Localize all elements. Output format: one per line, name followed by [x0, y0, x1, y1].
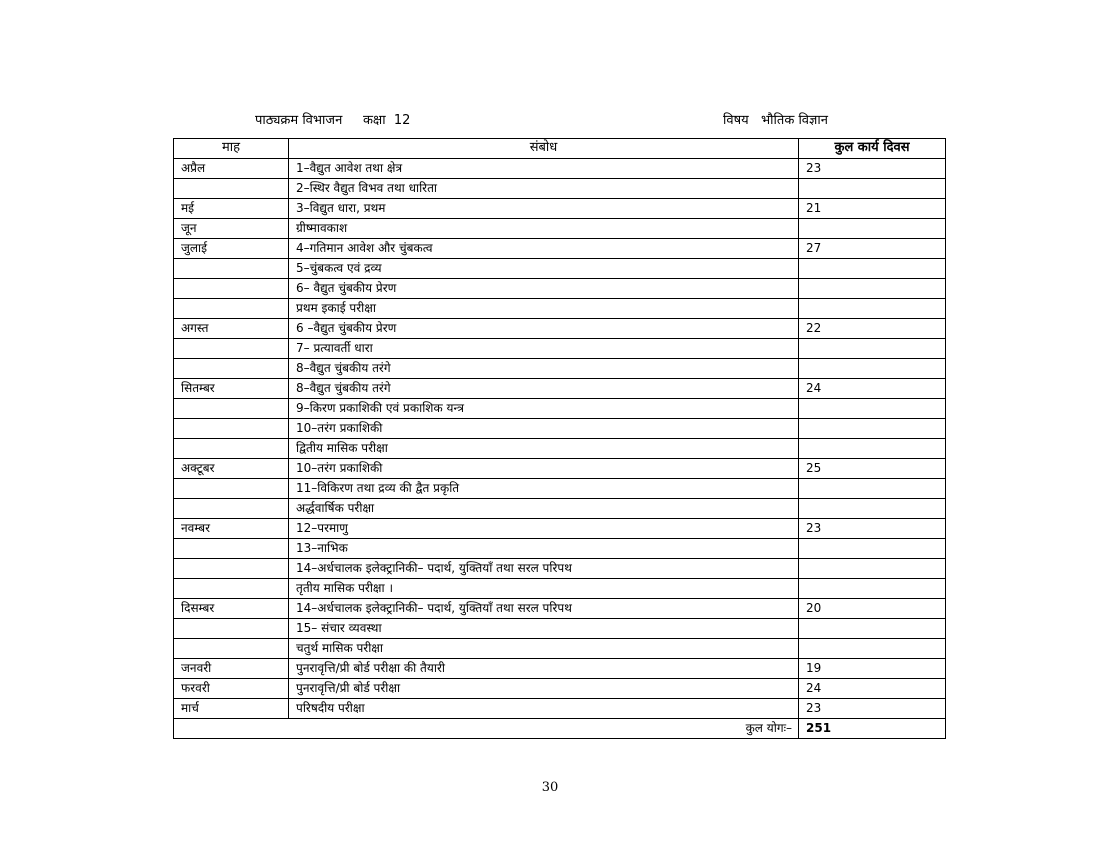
days-cell: [799, 399, 946, 419]
table-body: [174, 159, 946, 739]
days-cell: [799, 479, 946, 499]
month-cell: अप्रैल: [174, 159, 289, 179]
days-cell: [799, 639, 946, 659]
month-cell: [174, 639, 289, 659]
days-cell: 21: [799, 199, 946, 219]
month-cell: [174, 399, 289, 419]
days-cell: [799, 539, 946, 559]
table-row: [174, 359, 946, 379]
topic-cell: 8–वैद्युत चुंबकीय तरंगे: [289, 359, 799, 379]
days-cell: 24: [799, 379, 946, 399]
topic-cell: प्रथम इकाई परीक्षा: [289, 299, 799, 319]
table-row: [174, 659, 946, 679]
topic-cell: द्वितीय मासिक परीक्षा: [289, 439, 799, 459]
month-cell: [174, 419, 289, 439]
table-row: [174, 619, 946, 639]
table-row: [174, 599, 946, 619]
topic-cell: 5–चुंबकत्व एवं द्रव्य: [289, 259, 799, 279]
table-row: [174, 499, 946, 519]
month-cell: अक्टूबर: [174, 459, 289, 479]
month-cell: दिसम्बर: [174, 599, 289, 619]
header-working-days: कुल कार्य दिवस: [799, 139, 946, 159]
table-row: [174, 639, 946, 659]
days-cell: [799, 299, 946, 319]
topic-cell: अर्द्धवार्षिक परीक्षा: [289, 499, 799, 519]
table-row: [174, 479, 946, 499]
days-cell: [799, 579, 946, 599]
table-row: [174, 199, 946, 219]
month-cell: [174, 179, 289, 199]
month-cell: [174, 279, 289, 299]
header-month: माह: [174, 139, 289, 159]
table-row: [174, 279, 946, 299]
topic-cell: चतुर्थ मासिक परीक्षा: [289, 639, 799, 659]
table-row: [174, 319, 946, 339]
topic-cell: ग्रीष्मावकाश: [289, 219, 799, 239]
topic-cell: 6– वैद्युत चुंबकीय प्रेरण: [289, 279, 799, 299]
topic-cell: 2–स्थिर वैद्युत विभव तथा धारिता: [289, 179, 799, 199]
month-cell: [174, 359, 289, 379]
month-cell: मार्च: [174, 699, 289, 719]
topic-cell: 8–वैद्युत चुंबकीय तरंगे: [289, 379, 799, 399]
days-cell: 19: [799, 659, 946, 679]
days-cell: [799, 259, 946, 279]
table-row: [174, 459, 946, 479]
topic-cell: 12–परमाणु: [289, 519, 799, 539]
table-row: [174, 519, 946, 539]
days-cell: [799, 339, 946, 359]
syllabus-table: [173, 138, 946, 739]
month-cell: जून: [174, 219, 289, 239]
month-cell: [174, 619, 289, 639]
table-row: [174, 219, 946, 239]
topic-cell: 14–अर्धचालक इलेक्ट्रानिकी– पदार्थ, युक्तियाँ तथा सरल परिपथ: [289, 559, 799, 579]
total-label: कुल योगः–: [174, 719, 799, 739]
table-row: [174, 339, 946, 359]
table-row: [174, 179, 946, 199]
days-cell: 24: [799, 679, 946, 699]
days-cell: [799, 179, 946, 199]
table-row: [174, 159, 946, 179]
days-cell: [799, 499, 946, 519]
topic-cell: तृतीय मासिक परीक्षा ।: [289, 579, 799, 599]
topic-cell: 11–विकिरण तथा द्रव्य की द्वैत प्रकृति: [289, 479, 799, 499]
table-row: [174, 419, 946, 439]
month-cell: अगस्त: [174, 319, 289, 339]
month-cell: [174, 579, 289, 599]
table-row: [174, 259, 946, 279]
month-cell: मई: [174, 199, 289, 219]
table-row: [174, 679, 946, 699]
days-cell: [799, 219, 946, 239]
topic-cell: 10–तरंग प्रकाशिकी: [289, 459, 799, 479]
month-cell: [174, 479, 289, 499]
days-cell: [799, 439, 946, 459]
topic-cell: 13–नाभिक: [289, 539, 799, 559]
topic-cell: 6 –वैद्युत चुंबकीय प्रेरण: [289, 319, 799, 339]
table-row: [174, 559, 946, 579]
month-cell: [174, 259, 289, 279]
month-cell: [174, 299, 289, 319]
topic-cell: पुनरावृत्ति/प्री बोर्ड परीक्षा की तैयारी: [289, 659, 799, 679]
topic-cell: 15– संचार व्यवस्था: [289, 619, 799, 639]
month-cell: [174, 339, 289, 359]
days-cell: 23: [799, 699, 946, 719]
month-cell: [174, 439, 289, 459]
table-row: [174, 539, 946, 559]
total-value: 251: [799, 719, 946, 739]
days-cell: [799, 419, 946, 439]
topic-cell: 4–गतिमान आवेश और चुंबकत्व: [289, 239, 799, 259]
table-row: [174, 439, 946, 459]
page-number: 30: [541, 780, 559, 795]
subject-heading: विषय भौतिक विज्ञान: [723, 113, 828, 128]
table-row: [174, 699, 946, 719]
table-row: [174, 579, 946, 599]
topic-cell: 14–अर्धचालक इलेक्ट्रानिकी– पदार्थ, युक्तियाँ तथा सरल परिपथ: [289, 599, 799, 619]
table-row: [174, 399, 946, 419]
table-row: [174, 299, 946, 319]
topic-cell: 9–किरण प्रकाशिकी एवं प्रकाशिक यन्त्र: [289, 399, 799, 419]
topic-cell: पुनरावृत्ति/प्री बोर्ड परीक्षा: [289, 679, 799, 699]
month-cell: जनवरी: [174, 659, 289, 679]
month-cell: [174, 559, 289, 579]
days-cell: [799, 559, 946, 579]
month-cell: नवम्बर: [174, 519, 289, 539]
days-cell: 20: [799, 599, 946, 619]
topic-cell: 1–वैद्युत आवेश तथा क्षेत्र: [289, 159, 799, 179]
topic-cell: 10–तरंग प्रकाशिकी: [289, 419, 799, 439]
days-cell: 25: [799, 459, 946, 479]
header-topic: संबोध: [289, 139, 799, 159]
days-cell: [799, 279, 946, 299]
table-header-row: [174, 139, 946, 159]
table-row: [174, 239, 946, 259]
days-cell: 23: [799, 519, 946, 539]
month-cell: [174, 539, 289, 559]
topic-cell: 3–विद्युत धारा, प्रथम: [289, 199, 799, 219]
month-cell: जुलाई: [174, 239, 289, 259]
month-cell: सितम्बर: [174, 379, 289, 399]
table-row: [174, 379, 946, 399]
syllabus-class-heading: पाठ्यक्रम विभाजन कक्षा 12: [255, 113, 411, 128]
days-cell: 23: [799, 159, 946, 179]
month-cell: फरवरी: [174, 679, 289, 699]
days-cell: [799, 619, 946, 639]
topic-cell: 7– प्रत्यावर्ती धारा: [289, 339, 799, 359]
total-row: [174, 719, 946, 739]
days-cell: [799, 359, 946, 379]
days-cell: 27: [799, 239, 946, 259]
days-cell: 22: [799, 319, 946, 339]
month-cell: [174, 499, 289, 519]
topic-cell: परिषदीय परीक्षा: [289, 699, 799, 719]
